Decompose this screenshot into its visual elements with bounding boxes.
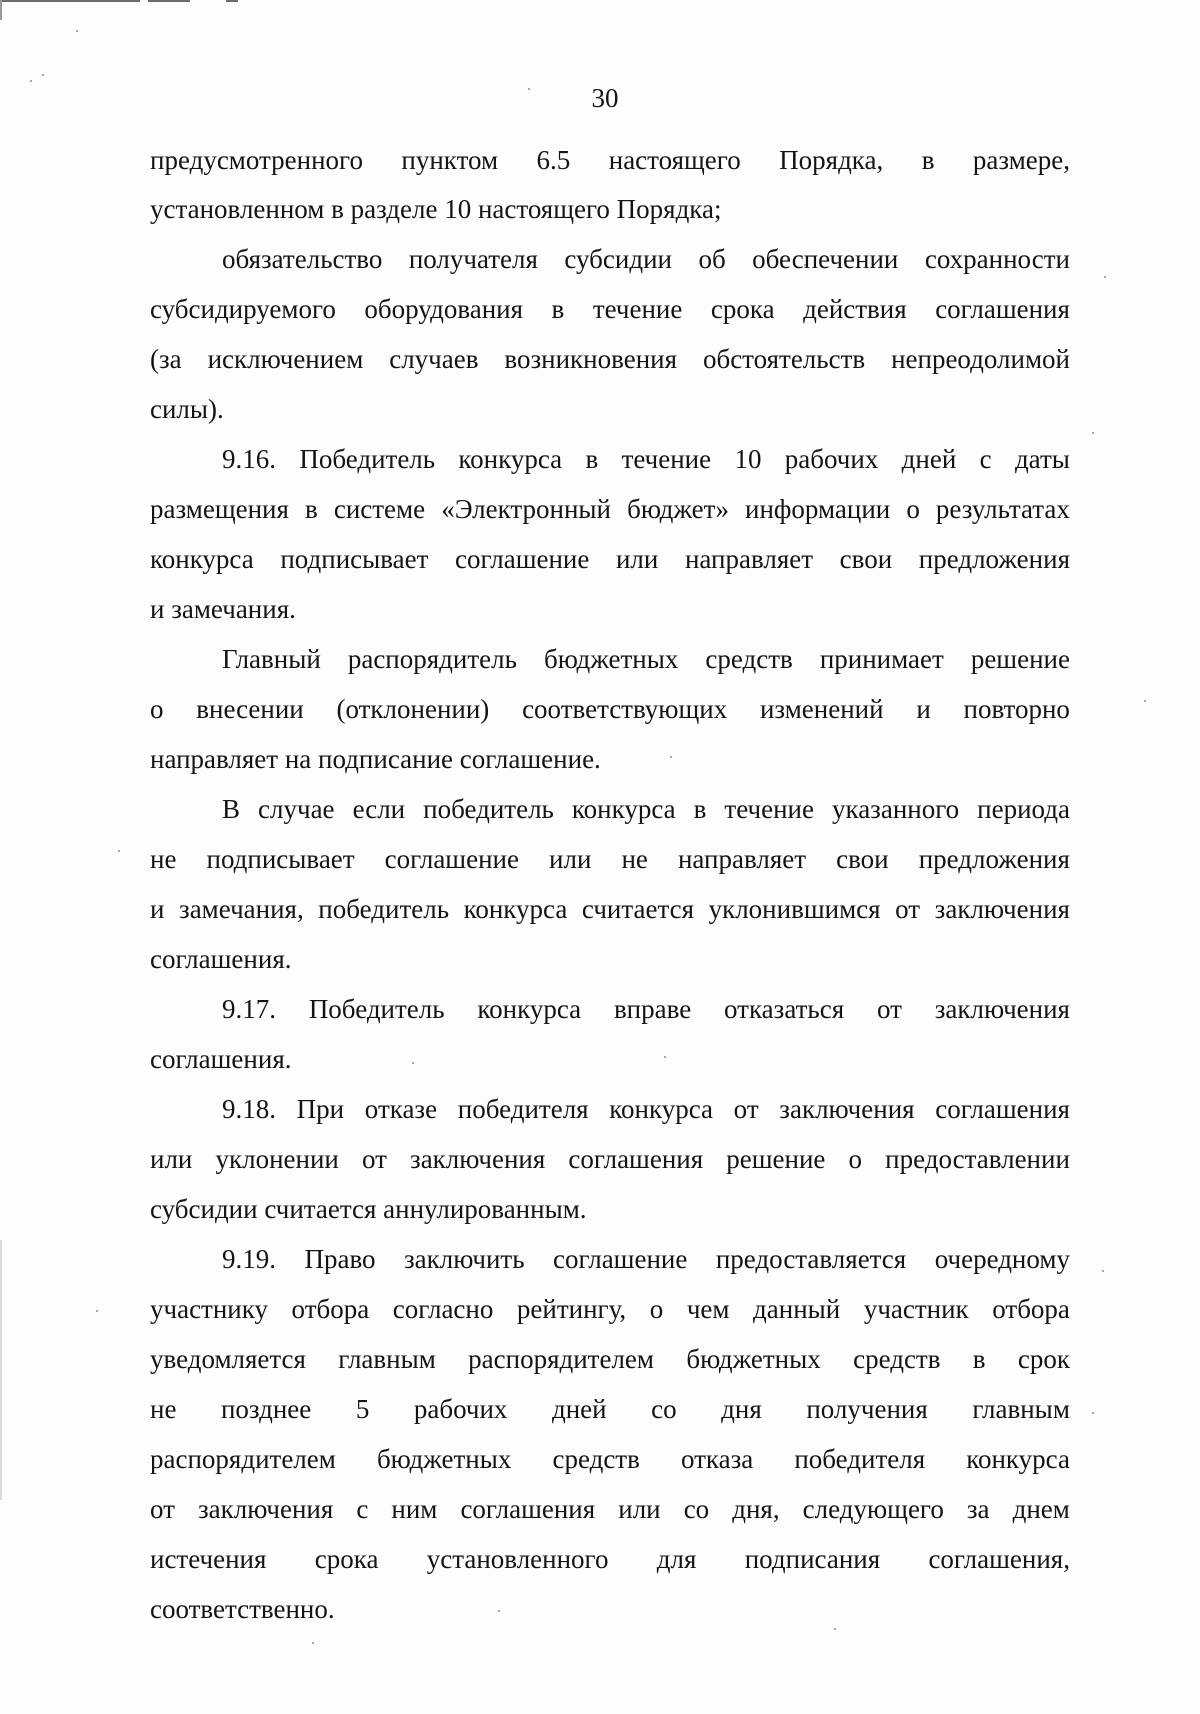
text-line <box>150 343 1070 375</box>
text-line <box>222 793 1070 825</box>
word: дня, <box>732 1494 780 1524</box>
word: отказа <box>680 1444 754 1474</box>
word: заключения <box>934 894 1070 924</box>
word: изменений <box>759 694 884 724</box>
text-line <box>150 293 1070 325</box>
word: о <box>848 1144 863 1174</box>
word: течение <box>592 294 683 324</box>
word: победителя <box>457 1094 589 1124</box>
word: в <box>921 145 935 175</box>
text-line <box>150 1143 1070 1175</box>
text-line <box>222 993 1070 1025</box>
word: или <box>618 1494 661 1524</box>
word: заключения <box>198 1494 334 1524</box>
word: об <box>698 244 726 274</box>
word: победитель <box>423 794 554 824</box>
word: распорядитель <box>347 644 517 674</box>
text-line: силы). <box>150 394 224 424</box>
word: или <box>150 1144 193 1174</box>
word: настоящего <box>608 145 741 175</box>
word: Главный <box>222 644 321 674</box>
word: непреодолимой <box>891 344 1070 374</box>
text-line <box>222 643 1070 675</box>
scan-speck <box>96 1310 98 1312</box>
word: конкурса <box>458 444 563 474</box>
word: 10 <box>734 444 762 474</box>
word: течение <box>621 444 712 474</box>
word: соответствующих <box>522 694 728 724</box>
word: (отклонении) <box>336 694 490 724</box>
word: считается <box>581 894 695 924</box>
word: Право <box>304 1244 376 1274</box>
scan-speck <box>834 1628 836 1630</box>
scan-speck <box>498 1610 500 1612</box>
word: о <box>649 1294 664 1324</box>
word: конкурса <box>571 794 676 824</box>
scan-speck <box>1104 276 1106 278</box>
word: чем <box>686 1294 730 1324</box>
word: участник <box>863 1294 969 1324</box>
word: уведомляется <box>150 1344 306 1374</box>
text-line: субсидии считается аннулированным. <box>150 1194 587 1224</box>
word: от <box>895 894 921 924</box>
word: дня <box>721 1394 762 1424</box>
page-number: 30 <box>591 83 619 113</box>
word: принимает <box>819 644 944 674</box>
word: срока <box>314 1544 379 1574</box>
word: получения <box>806 1394 928 1424</box>
word: если <box>352 794 406 824</box>
word: пунктом <box>401 145 499 175</box>
word: получателя <box>408 244 538 274</box>
text-line <box>150 493 1070 525</box>
word: со <box>683 1494 710 1524</box>
scan-speck <box>76 30 78 32</box>
word: 5 <box>355 1394 370 1424</box>
word: в <box>693 794 707 824</box>
text-line <box>150 144 1070 176</box>
word: днем <box>1012 1494 1070 1524</box>
word: уклонившимся <box>708 894 881 924</box>
word: подписания <box>744 1544 881 1574</box>
word: 9.18. <box>222 1094 276 1124</box>
word: с <box>356 1494 369 1524</box>
word: обеспечении <box>752 244 899 274</box>
word: соглашения <box>568 1144 704 1174</box>
text-line <box>222 1093 1070 1125</box>
word: главным <box>972 1394 1070 1424</box>
word: победителя <box>794 1444 926 1474</box>
word: установленного <box>426 1544 609 1574</box>
word: от <box>733 1094 759 1124</box>
word: свои <box>839 544 893 574</box>
word: с <box>979 444 992 474</box>
word: соглашения <box>460 1494 596 1524</box>
word: в <box>551 294 565 324</box>
word: внесении <box>196 694 304 724</box>
word: бюджетных <box>686 1344 821 1374</box>
word: позднее <box>220 1394 312 1424</box>
word: решение <box>970 644 1070 674</box>
text-line: соглашения. <box>150 944 292 974</box>
word: уклонении <box>215 1144 339 1174</box>
scan-speck <box>1102 1270 1104 1272</box>
word: отбора <box>291 1294 370 1324</box>
text-line <box>150 1493 1070 1525</box>
word: срока <box>710 294 775 324</box>
word: исключением <box>207 344 364 374</box>
word: данный <box>753 1294 841 1324</box>
word: соглашения <box>935 294 1070 324</box>
text-line <box>150 1343 1070 1375</box>
word: подписывает <box>206 844 355 874</box>
word: очередному <box>934 1244 1070 1274</box>
word: конкурса <box>966 1444 1070 1474</box>
word: срок <box>1017 1344 1070 1374</box>
word: средств <box>705 644 793 674</box>
text-line <box>150 543 1070 575</box>
word: Победитель <box>308 994 445 1024</box>
word: Победитель <box>299 444 436 474</box>
word: решение <box>726 1144 826 1174</box>
word: заключения <box>779 1094 915 1124</box>
word: истечения <box>150 1544 267 1574</box>
word: субсидии <box>564 244 672 274</box>
text-line: установленном в разделе 10 настоящего Порядка; <box>150 194 722 224</box>
word: случаев <box>389 344 479 374</box>
scan-edge-mark <box>0 0 2 20</box>
word: о <box>150 694 164 724</box>
word: периода <box>977 794 1070 824</box>
word: главным <box>338 1344 436 1374</box>
word: обстоятельств <box>702 344 866 374</box>
word: системе <box>333 494 426 524</box>
text-line <box>150 893 1070 925</box>
word: оборудования <box>364 294 524 324</box>
word: бюджет» <box>627 494 729 524</box>
word: повторно <box>963 694 1070 724</box>
scan-speck <box>42 74 44 76</box>
word: подписывает <box>280 544 429 574</box>
word: Порядка, <box>779 145 884 175</box>
scan-speck <box>1092 432 1094 434</box>
word: 9.17. <box>222 994 276 1024</box>
word: соглашения, <box>928 1544 1070 1574</box>
word: распорядителем <box>150 1444 336 1474</box>
word: направляет <box>684 544 814 574</box>
word: 6.5 <box>536 145 571 175</box>
word: предоставлении <box>885 1144 1070 1174</box>
word: конкурса <box>463 894 568 924</box>
word: от <box>361 1144 387 1174</box>
word: конкурса <box>150 544 254 574</box>
word: о <box>906 494 920 524</box>
scan-top-rule <box>0 0 140 2</box>
word: отказаться <box>724 994 845 1024</box>
word: в <box>585 444 599 474</box>
word: для <box>656 1544 697 1574</box>
word: или <box>549 844 592 874</box>
word: вправе <box>613 994 692 1024</box>
word: дней <box>901 444 957 474</box>
word: согласно <box>392 1294 494 1324</box>
word: соглашения <box>935 1094 1070 1124</box>
word: свои <box>836 844 889 874</box>
word: обязательство <box>222 244 383 274</box>
word: от <box>150 1494 175 1524</box>
word: бюджетных <box>376 1444 512 1474</box>
word: средств <box>853 1344 941 1374</box>
word: действия <box>803 294 907 324</box>
scan-speck <box>1144 700 1146 702</box>
word: В <box>222 794 241 824</box>
scan-speck <box>412 1062 414 1064</box>
word: следующего <box>802 1494 944 1524</box>
word: рабочих <box>784 444 879 474</box>
word: победитель <box>318 894 450 924</box>
word: 9.16. <box>222 444 276 474</box>
text-line <box>150 1393 1070 1425</box>
word: бюджетных <box>543 644 679 674</box>
word: (за <box>150 344 182 374</box>
word: заключения <box>934 994 1070 1024</box>
word: заключить <box>404 1244 525 1274</box>
word: рабочих <box>413 1394 508 1424</box>
text-line: соответственно. <box>150 1594 335 1624</box>
word: предложения <box>918 844 1070 874</box>
text-line <box>222 243 1070 275</box>
word: дней <box>551 1394 607 1424</box>
text-line: соглашения. <box>150 1044 292 1074</box>
scan-top-rule <box>226 0 238 2</box>
word: возникновения <box>504 344 678 374</box>
text-line <box>150 1443 1070 1475</box>
word: предусмотренного <box>150 145 363 175</box>
text-line <box>222 1243 1070 1275</box>
word: направляет <box>677 844 807 874</box>
text-line <box>150 693 1070 725</box>
word: не <box>150 844 177 874</box>
word: конкурса <box>609 1094 713 1124</box>
word: средств <box>552 1444 640 1474</box>
word: в <box>305 494 318 524</box>
word: соглашение <box>455 544 590 574</box>
word: даты <box>1014 444 1070 474</box>
word: сохранности <box>924 244 1070 274</box>
word: со <box>651 1394 677 1424</box>
text-line <box>222 443 1070 475</box>
word: ним <box>391 1494 438 1524</box>
word: размещения <box>150 494 289 524</box>
word: информации <box>745 494 891 524</box>
word: за <box>966 1494 990 1524</box>
word: отказе <box>364 1094 438 1124</box>
word: замечания, <box>179 894 304 924</box>
word: участнику <box>150 1294 268 1324</box>
word: и <box>916 694 931 724</box>
text-line: направляет на подписание соглашение. <box>150 744 601 774</box>
word: соглашение <box>384 844 519 874</box>
word: размере, <box>972 145 1070 175</box>
scan-speck <box>1092 1412 1094 1414</box>
text-line <box>150 1543 1070 1575</box>
word: рейтингу, <box>516 1294 627 1324</box>
word: не <box>150 1394 177 1424</box>
word: 9.19. <box>222 1244 276 1274</box>
word: предложения <box>918 544 1070 574</box>
scan-speck <box>118 850 120 852</box>
word: заключения <box>410 1144 546 1174</box>
word: соглашение <box>553 1244 688 1274</box>
word: указанного <box>831 794 960 824</box>
scan-speck <box>312 1642 314 1644</box>
scan-edge-mark <box>0 1240 2 1500</box>
word: «Электронный <box>441 494 612 524</box>
scan-top-rule <box>148 0 190 2</box>
word: субсидируемого <box>150 294 336 324</box>
word: течение <box>724 794 814 824</box>
word: результатах <box>935 494 1070 524</box>
word: в <box>972 1344 986 1374</box>
word: не <box>621 844 648 874</box>
word: и <box>150 894 165 924</box>
word: или <box>615 544 659 574</box>
scan-speck <box>670 756 672 758</box>
word: от <box>876 994 902 1024</box>
text-line <box>150 843 1070 875</box>
word: распорядителем <box>468 1344 655 1374</box>
word: При <box>296 1094 345 1124</box>
text-line <box>150 1293 1070 1325</box>
word: отбора <box>992 1294 1070 1324</box>
scan-speck <box>664 1056 666 1058</box>
word: случае <box>258 794 335 824</box>
word: предоставляется <box>715 1244 907 1274</box>
text-line: и замечания. <box>150 594 296 624</box>
word: конкурса <box>477 994 582 1024</box>
